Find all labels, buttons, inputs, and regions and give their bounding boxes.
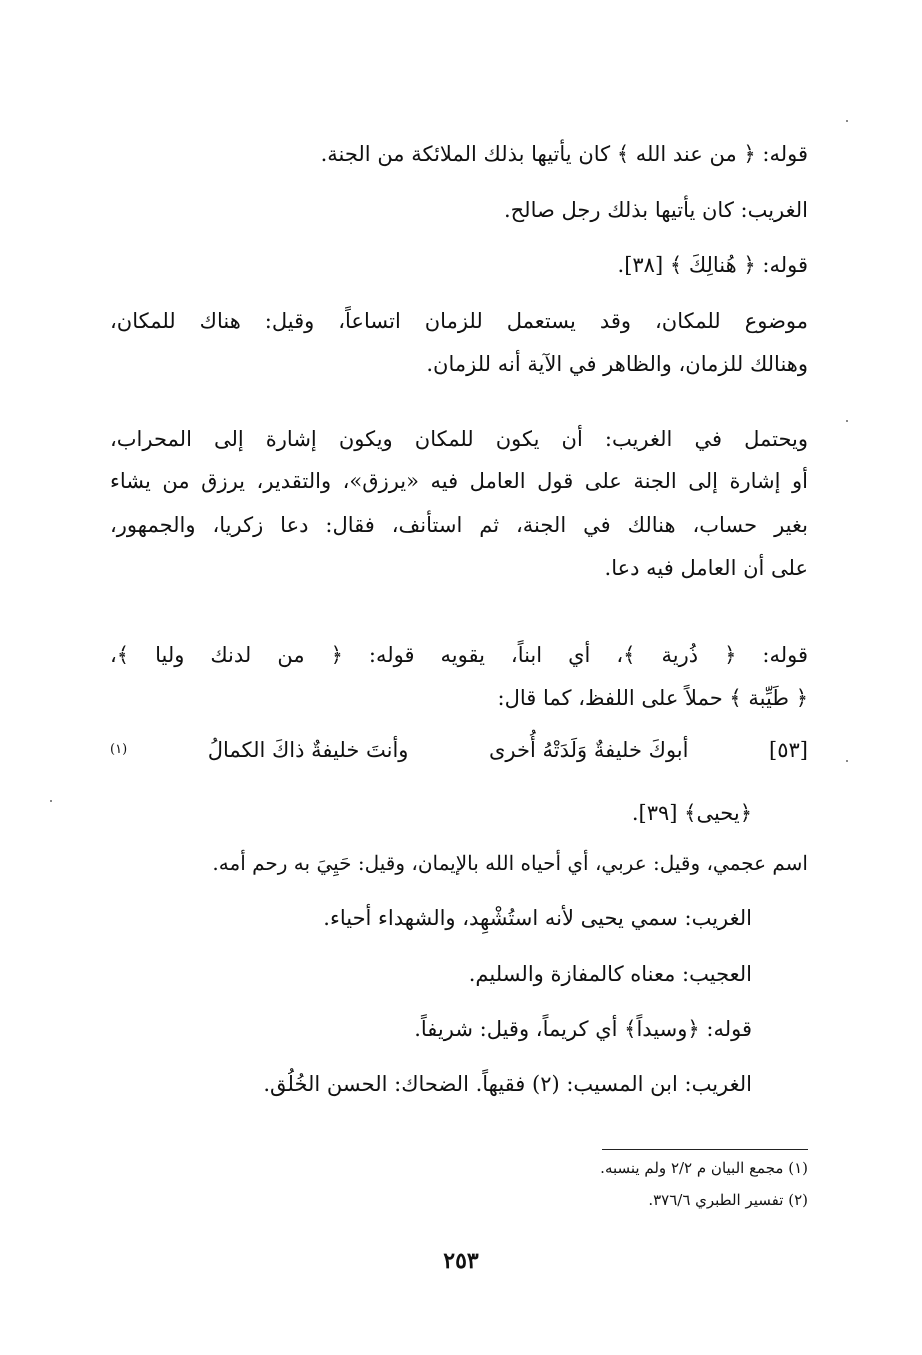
text-line-ajib: العجيب: معناه كالمفازة والسليم. bbox=[468, 962, 752, 986]
scan-speck bbox=[846, 420, 848, 422]
text-line-gharib-yahya: الغريب: سمي يحيى لأنه استُشْهِد، والشهداء أحياء. bbox=[323, 906, 752, 930]
poetry-verse bbox=[110, 735, 808, 765]
text-line-para1-b: وهنالك للزمان، والظاهر في الآية أنه للزمان. bbox=[426, 352, 808, 376]
footnote-1: (١) مجمع البيان م ٢/٢ ولم ينسبه. bbox=[600, 1159, 808, 1177]
text-line-dhurriya-b: ﴿ طَيِّبة ﴾ حملاً على اللفظ، كما قال: bbox=[497, 686, 808, 710]
text-line-gharib-1: الغريب: كان يأتيها بذلك رجل صالح. bbox=[503, 198, 808, 222]
text-line-dhurriya-a: قوله: ﴿ ذُرية ﴾، أي ابناً، يقويه قوله: ﴿ من لدنك وليا ﴾، bbox=[110, 643, 808, 667]
verse-footnote-marker: (١) bbox=[110, 742, 128, 757]
scan-speck bbox=[846, 120, 848, 122]
text-line-para1-a: موضوع للمكان، وقد يستعمل للزمان اتساعاً، وقيل: هناك للمكان، bbox=[110, 309, 808, 333]
footnote-separator bbox=[602, 1149, 808, 1150]
text-line-ajami: اسم عجمي، وقيل: عربي، أي أحياه الله بالإيمان، وقيل: حَيِيَ به رحم أمه. bbox=[212, 851, 808, 875]
verse-second-hemistich: وأنتَ خليفةٌ ذاكَ الكمالُ bbox=[207, 738, 409, 762]
text-line-para2-a: ويحتمل في الغريب: أن يكون للمكان ويكون إشارة إلى المحراب، bbox=[110, 427, 808, 451]
text-line-yahya: ﴿يحيى﴾ [٣٩]. bbox=[631, 801, 752, 825]
verse-number: [٥٣] bbox=[769, 738, 808, 762]
scan-speck bbox=[846, 760, 848, 762]
scan-speck bbox=[50, 800, 52, 802]
page-number: ٢٥٣ bbox=[443, 1248, 479, 1274]
text-line-gharib-musayyib: الغريب: ابن المسيب: (٢) فقيهاً. الضحاك: الحسن الخُلُق. bbox=[263, 1072, 752, 1096]
text-line-quote-1: قوله: ﴿ من عند الله ﴾ كان يأتيها بذلك الملائكة من الجنة. bbox=[320, 142, 808, 166]
verse-first-hemistich: أبوكَ خليفةٌ وَلَدَتْهُ أُخرى bbox=[488, 738, 689, 762]
text-line-para2-b: أو إشارة إلى الجنة على قول العامل فيه «يرزق»، والتقدير، يرزق من يشاء bbox=[110, 469, 808, 493]
text-line-sayyid: قوله: ﴿وسيداً﴾ أي كريماً، وقيل: شريفاً. bbox=[414, 1017, 752, 1041]
text-line-para2-c: بغير حساب، هنالك في الجنة، ثم استأنف، فقال: دعا زكريا، والجمهور، bbox=[110, 513, 808, 537]
text-line-quote-hunalik: قوله: ﴿ هُنالِكَ ﴾ [٣٨]. bbox=[617, 253, 808, 277]
text-line-para2-d: على أن العامل فيه دعا. bbox=[604, 556, 808, 580]
footnote-2: (٢) تفسير الطبري ٣٧٦/٦. bbox=[648, 1191, 808, 1209]
